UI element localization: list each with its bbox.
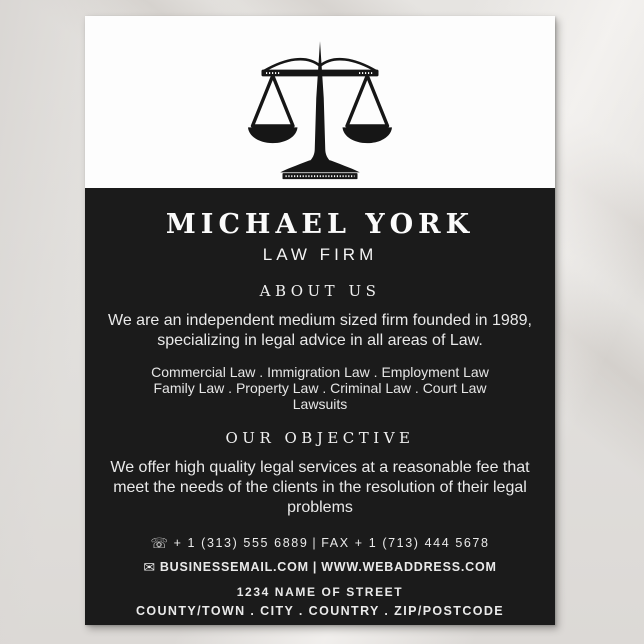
phone-number: + 1 (313) 555 6889 — [173, 536, 309, 550]
contact-block — [85, 535, 555, 618]
firm-owner-name: MICHAEL YORK — [165, 209, 475, 240]
flyer-body-panel — [85, 188, 555, 625]
phone-fax-separator: | — [312, 536, 318, 550]
flyer-header-panel — [85, 16, 555, 188]
practice-areas-line: Lawsuits — [292, 396, 348, 412]
fax-label: FAX — [321, 536, 350, 550]
practice-areas-list — [85, 364, 555, 412]
practice-areas-line: Family Law . Property Law . Criminal Law . Court Law — [153, 380, 487, 396]
fax-number: + 1 (713) 444 5678 — [354, 536, 490, 550]
street-address-line: 1234 NAME OF STREET — [236, 585, 404, 599]
objective-heading: OUR OBJECTIVE — [225, 429, 415, 447]
envelope-icon: ✉ — [143, 559, 156, 575]
objective-paragraph: We offer high quality legal services at a reasonable fee that meet the needs of the clients in the resolution of their legal problems — [110, 459, 530, 516]
practice-areas-line: Commercial Law . Immigration Law . Employment Law — [151, 364, 489, 380]
law-firm-flyer — [85, 16, 555, 625]
website-address: WWW.WEBADDRESS.COM — [321, 560, 497, 574]
email-web-separator: | — [312, 560, 318, 574]
phone-fax-line — [85, 535, 555, 552]
firm-type-label: LAW FIRM — [262, 245, 378, 264]
email-address: BUSINESSEMAIL.COM — [159, 560, 309, 574]
about-us-paragraph: We are an independent medium sized firm founded in 1989, specializing in legal advice in all areas of Law. — [108, 312, 532, 349]
scales-of-justice-icon — [245, 38, 395, 186]
telephone-icon: ☏ — [150, 535, 170, 551]
about-us-heading: ABOUT US — [259, 282, 381, 300]
location-line: COUNTY/TOWN . CITY . COUNTRY . ZIP/POSTCODE — [135, 604, 505, 618]
email-web-line — [85, 559, 555, 576]
